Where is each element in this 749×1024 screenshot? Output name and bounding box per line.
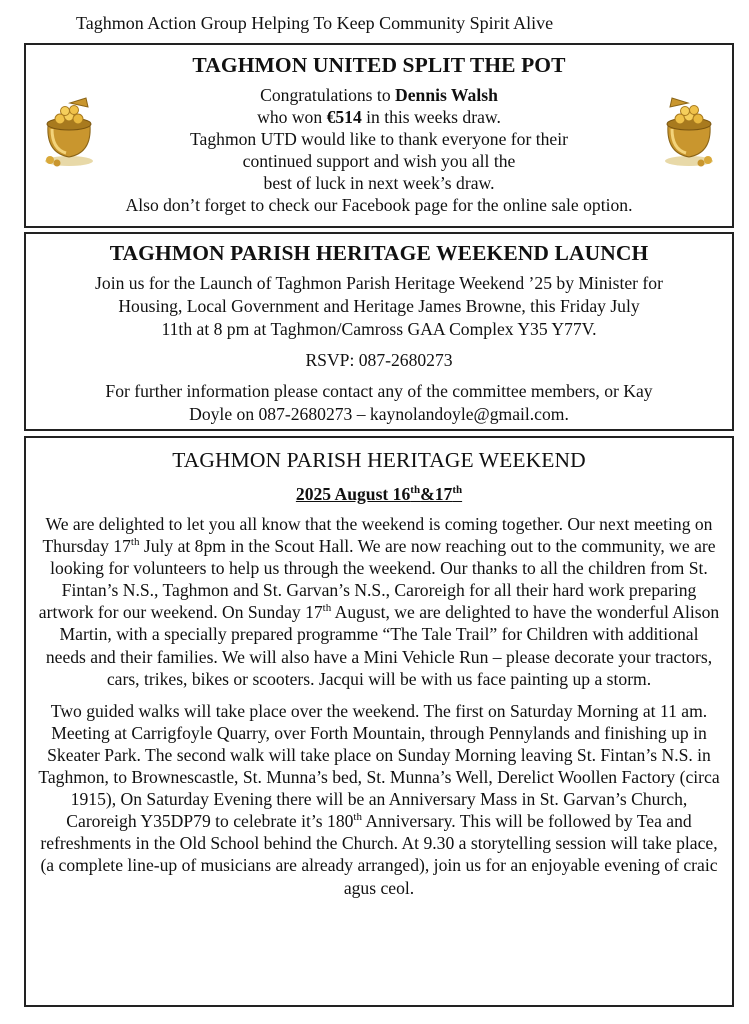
pot-of-gold-icon (660, 95, 718, 169)
facebook-line: Also don’t forget to check our Facebook page for the online sale option. (125, 195, 633, 215)
winnings-suffix: in this weeks draw. (361, 107, 501, 127)
ordinal-suffix: th (452, 484, 463, 497)
heritage-weekend-section (24, 436, 734, 1007)
winnings-prefix: who won (257, 107, 327, 127)
ordinal-suffix: th (130, 536, 140, 549)
luck-line: best of luck in next week’s draw. (263, 173, 495, 193)
launch-intro-line: 11th at 8 pm at Taghmon/Camross GAA Complex Y35 Y77V. (161, 319, 597, 339)
split-the-pot-section (24, 43, 734, 228)
rsvp-line: RSVP: 087-2680273 (305, 350, 453, 370)
heritage-launch-section (24, 232, 734, 431)
paragraph-text: We are delighted to let you all know that the weekend is coming together. Our next meeting on Thursday 17 (42, 514, 713, 557)
further-info (26, 380, 732, 426)
thanks-line: Taghmon UTD would like to thank everyone for their (190, 129, 568, 149)
launch-intro-line: Housing, Local Government and Heritage James Browne, this Friday July (118, 296, 640, 316)
ordinal-suffix: th (353, 811, 362, 824)
weekend-dates (26, 483, 732, 505)
congratulations-line (26, 84, 732, 106)
split-the-pot-body (26, 84, 732, 216)
congratulations-text: Congratulations to (260, 85, 396, 105)
dates-part: &17 (420, 484, 453, 504)
ordinal-suffix: th (410, 484, 421, 497)
paragraph-text: Anniversary. This will be followed by Tea and refreshments in the Old School behind the Church. At 9.30 a storytelling session will take place, (a complete line-up of musicians are already arranged), join us for an enjoyable evening of craic agus ceol. (40, 811, 718, 898)
further-info-line: Doyle on 087-2680273 – kaynolandoyle@gmail.com. (189, 404, 569, 424)
paragraph-text: July at 8pm in the Scout Hall. We are now reaching out to the community, we are looking for volunteers to help us through the weekend. Our thanks to all the children from St. Fintan’s N.S., Taghmon and St. Garvan’s N.S., Caroreigh for all their hard work preparing artwork for our weekend. On Sunday 17 (38, 536, 716, 623)
paragraph-text: Two guided walks will take place over the weekend. The first on Saturday Morning at 11 am. Meeting at Carrigfoyle Quarry, over Forth Mountain, through Pennylands and finishing up in Skeater Park. The second walk will take place on Sunday Morning leaving St. Fintan’s N.S. in Taghmon, to Brownescastle, St. Munna’s bed, St. Munna’s Well, Derelict Woollen Factory (circa 1915), On Saturday Evening there will be an Anniversary Mass in St. Garvan’s Church, Caroreigh Y35DP79 to celebrate it’s 180 (38, 700, 720, 832)
weekend-paragraph-2 (38, 700, 720, 899)
pot-of-gold-icon (40, 95, 98, 169)
launch-intro (26, 272, 732, 341)
winner-name: Dennis Walsh (395, 85, 498, 105)
weekend-paragraph-1 (38, 513, 720, 690)
launch-intro-line: Join us for the Launch of Taghmon Parish Heritage Weekend ’25 by Minister for (95, 273, 663, 293)
prize-amount: €514 (326, 107, 362, 127)
heritage-launch-title: TAGHMON PARISH HERITAGE WEEKEND LAUNCH (109, 241, 649, 265)
winnings-line (26, 106, 732, 128)
dates-part: 2025 August 16 (295, 484, 411, 504)
heritage-weekend-title: TAGHMON PARISH HERITAGE WEEKEND (172, 448, 586, 472)
support-line: continued support and wish you all the (242, 151, 516, 171)
ordinal-suffix: th (322, 602, 332, 615)
split-the-pot-title: TAGHMON UNITED SPLIT THE POT (192, 53, 566, 77)
further-info-line: For further information please contact any of the committee members, or Kay (105, 381, 653, 401)
page-tagline: Taghmon Action Group Helping To Keep Community Spirit Alive (76, 13, 554, 33)
paragraph-text: August, we are delighted to have the wonderful Alison Martin, with a specially prepared programme “The Tale Trail” for Children with additional needs and their families. We will also have a Mini Vehicle Run – please decorate your tractors, cars, trikes, bikes or scooters. Jacqui will be with us face painting up a storm. (45, 602, 720, 689)
